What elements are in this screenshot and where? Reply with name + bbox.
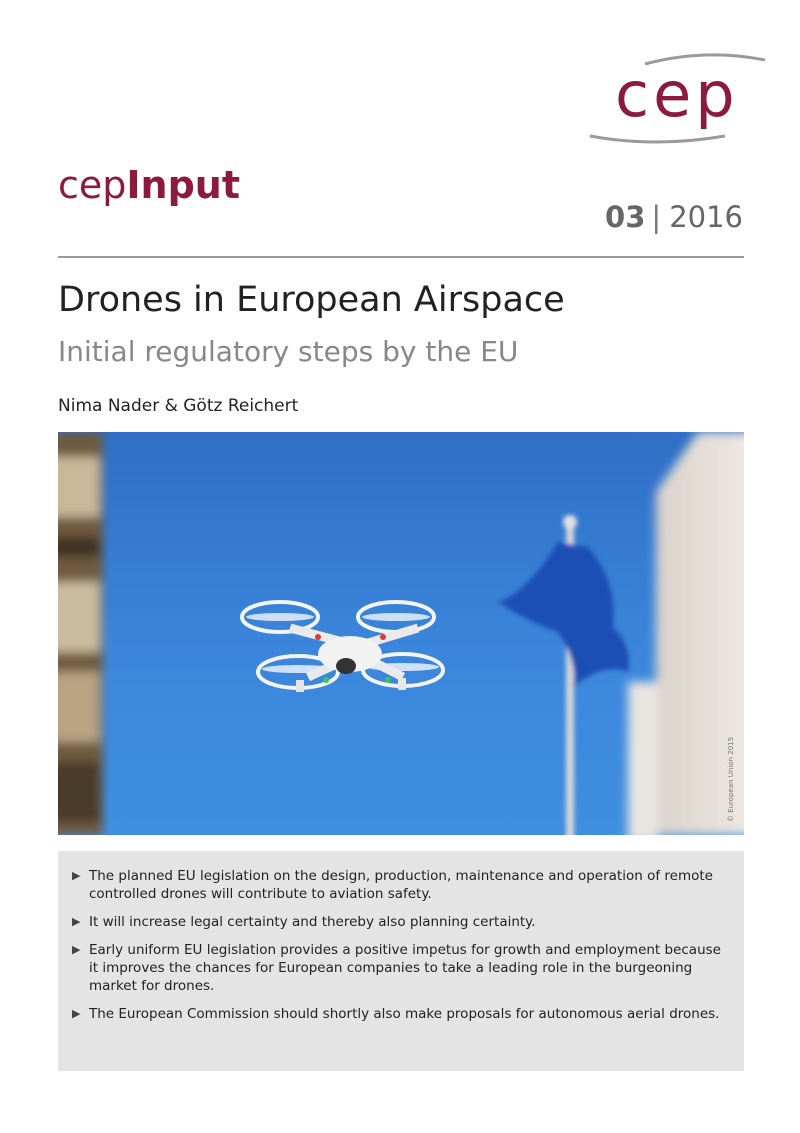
triangle-right-icon: ▶: [72, 943, 81, 956]
triangle-right-icon: ▶: [72, 1007, 81, 1020]
summary-item: [72, 1005, 724, 1023]
triangle-right-icon: ▶: [72, 869, 81, 882]
summary-item-text: The planned EU legislation on the design, production, maintenance and operation of remote controlled drones will contribute to aviation safety.: [89, 868, 713, 902]
summary-item-text: It will increase legal certainty and thereby also planning certainty.: [89, 914, 536, 930]
drone-photo-illustration: [58, 432, 744, 835]
document-subtitle: Initial regulatory steps by the EU: [58, 335, 519, 368]
photo-credit: © European Union 2015: [727, 736, 735, 822]
series-prefix: cep: [58, 163, 127, 207]
cep-logo: [585, 50, 770, 150]
document-title: Drones in European Airspace: [58, 280, 565, 320]
header-divider: [58, 256, 744, 258]
issue-year: 2016: [669, 200, 743, 234]
summary-item: [72, 913, 724, 931]
summary-item: [72, 867, 724, 903]
summary-item-text: The European Commission should shortly also make proposals for autonomous aerial drones.: [89, 1006, 720, 1022]
issue-separator: |: [651, 200, 662, 234]
cover-photo: [58, 432, 744, 835]
logo-text: cep: [615, 58, 739, 131]
triangle-right-icon: ▶: [72, 915, 81, 928]
authors: Nima Nader & Götz Reichert: [58, 396, 299, 416]
summary-box: [58, 851, 744, 1071]
series-label: [58, 163, 241, 207]
issue-label: [605, 200, 743, 234]
issue-number: 03: [605, 200, 646, 234]
summary-item: [72, 941, 724, 995]
drone: [242, 602, 443, 692]
flag: [498, 515, 629, 835]
summary-item-text: Early uniform EU legislation provides a positive impetus for growth and employment because it improves the chances for European companies to take a leading role in the burgeoning market for drones.: [89, 942, 721, 994]
left-building: [58, 432, 103, 835]
series-name: Input: [126, 163, 241, 207]
summary-list: [58, 851, 744, 1023]
